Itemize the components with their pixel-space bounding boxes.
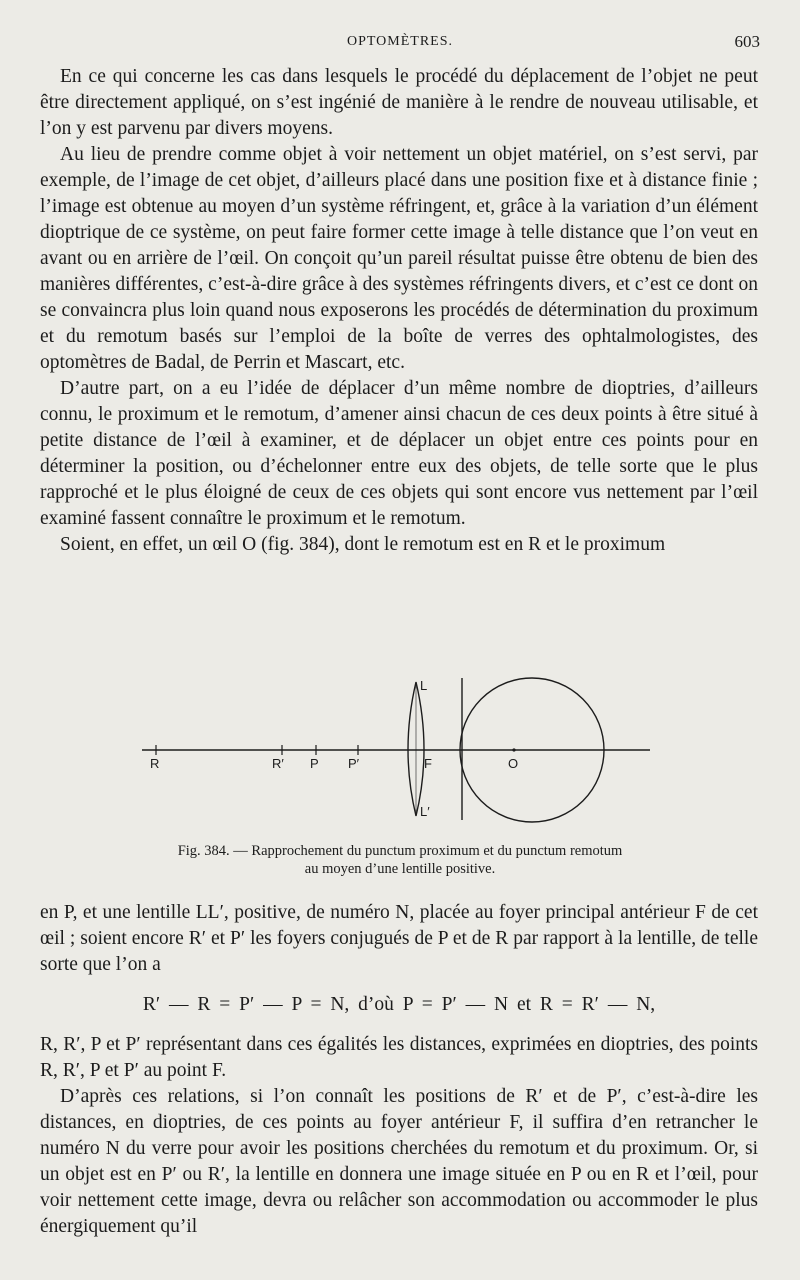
figure-caption (60, 842, 740, 878)
figure-384 (120, 656, 680, 826)
label-p: P (310, 756, 319, 771)
paragraph: En ce qui concerne les cas dans lesquels le procédé du déplacement de l’objet ne peut être directement appliqué, on s’est ingénié de manière à le rendre de nouveau utilisable, et l’on y est parvenu par divers moyens. (40, 66, 758, 139)
label-l-prime: L′ (420, 804, 430, 819)
text-block-bottom (40, 900, 758, 1240)
paragraph-continuation: en P, et une lentille LL′, positive, de numéro N, placée au foyer principal antérieur F de cet œil ; soient encore R′ et P′ les foyers conjugués de P et de R par rapport à la lentille, de telle sorte que l’on a (40, 902, 758, 975)
text-block-top (40, 64, 758, 558)
eye-center-dot (512, 748, 515, 751)
paragraph: D’autre part, on a eu l’idée de déplacer d’un même nombre de dioptries, d’ailleurs connu, le proximum et le remotum, d’amener ainsi chacun de ces deux points à être situé à petite distance de l’œil à examiner, et de déplacer un objet entre ces points pour en déterminer la position, ou d’échelonner entre eux des objets, de telle sorte que le plus rapproché et le plus éloigné de ceux de ces objets qui sont encore vus nettement par l’œil examiné fassent connaître le proximum et le remotum. (40, 378, 758, 529)
paragraph: D’après ces relations, si l’on connaît les positions de R′ et de P′, c’est-à-dire les distances, en dioptries, de ces points au foyer antérieur F, il suffira d’en retrancher le numéro N du verre pour avoir les positions cherchées du remotum et du proximum. Or, si un objet est en P′ ou R′, la lentille en donnera une image située en P ou en R et l’œil, pour voir nettement cette image, devra ou relâcher son accommodation ou accommoder le plus énergiquement qu’il (40, 1086, 758, 1237)
page-number: 603 (734, 32, 760, 51)
caption-line: au moyen d’une lentille positive. (304, 861, 496, 877)
label-f: F (424, 756, 432, 771)
label-r: R (150, 756, 160, 771)
equation: R′ — R = P′ — P = N, d’où P = P′ — N et R = R′ — N, (142, 994, 656, 1015)
figure-384-diagram (120, 656, 680, 826)
label-p-prime: P′ (348, 756, 360, 771)
paragraph: Au lieu de prendre comme objet à voir nettement un objet matériel, on s’est servi, par exemple, de l’image de cet objet, d’ailleurs placé dans une position fixe et à distance finie ; l’image est obtenue au moyen d’un système réfringent, et, grâce à la variation d’un élément dioptrique de ce système, on peut faire former cette image à telle distance que l’on veut en avant ou en arrière de l’œil. On conçoit qu’un pareil résultat puisse être obtenu de bien des manières différentes, c’est-à-dire grâce à des systèmes réfringents divers, et c’est ce dont on se convaincra plus loin quand nous exposerons les procédés de détermination du proximum et du remotum basés sur l’emploi de la boîte de verres des ophtalmologistes, des optomètres de Badal, de Perrin et Mascart, etc. (40, 144, 758, 373)
label-o: O (508, 756, 519, 771)
paragraph: Soient, en effet, un œil O (fig. 384), dont le remotum est en R et le proximum (60, 534, 666, 555)
paragraph: R, R′, P et P′ représentant dans ces égalités les distances, exprimées en dioptries, des points R, R′, P et P′ au point F. (40, 1034, 758, 1081)
label-r-prime: R′ (272, 756, 284, 771)
caption-line: Fig. 384. — Rapprochement du punctum proximum et du punctum remotum (177, 843, 623, 859)
label-l: L (420, 678, 428, 693)
running-title: OPTOMÈTRES. (346, 34, 454, 49)
running-header (0, 34, 800, 56)
